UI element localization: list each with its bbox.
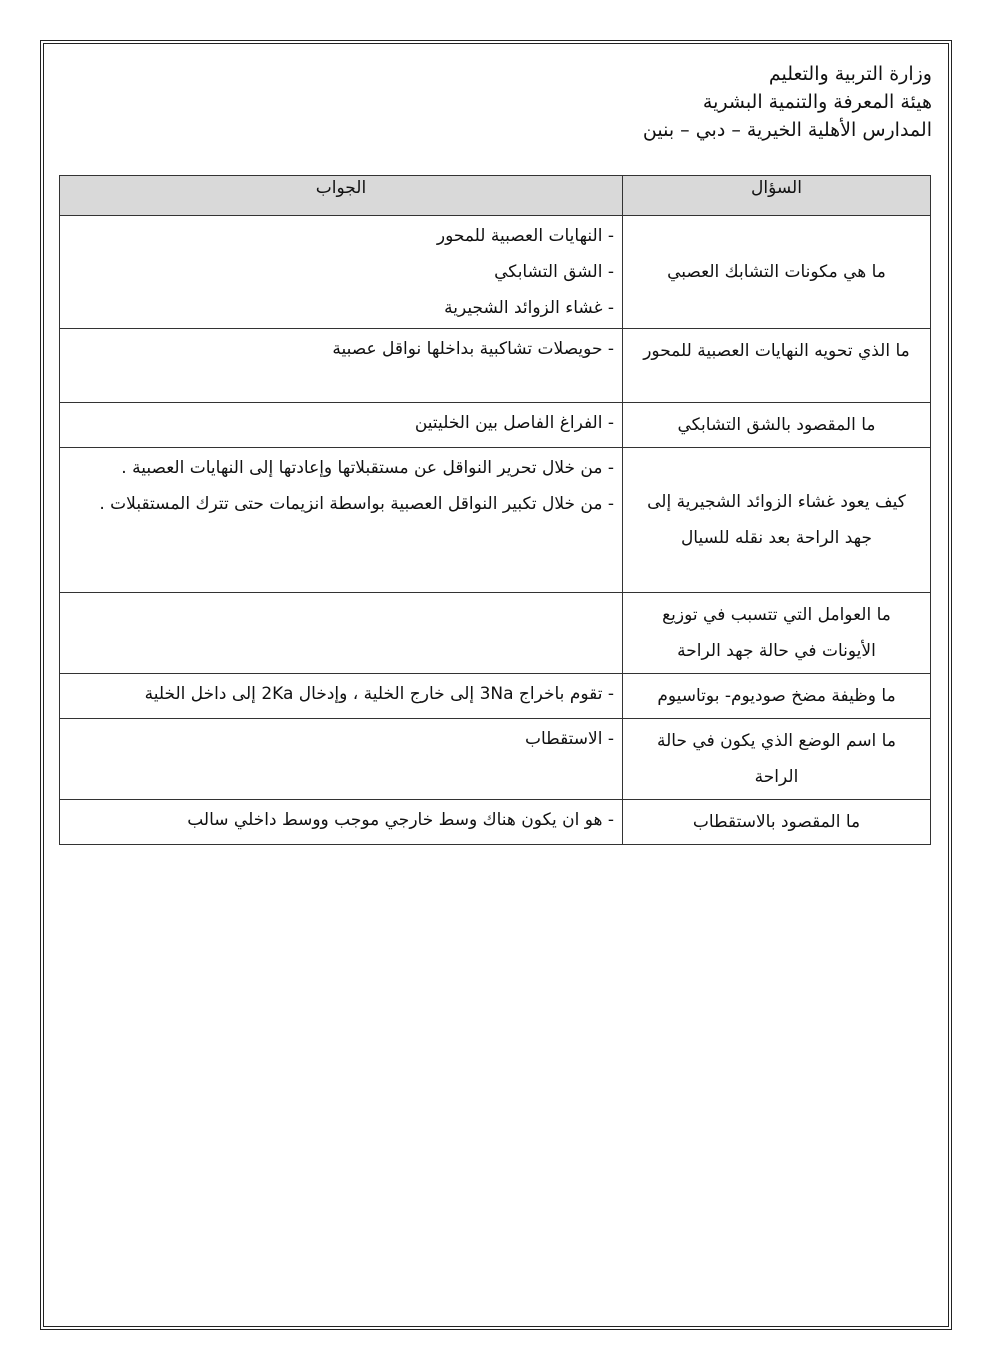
question-cell: ما وظيفة مضخ صوديوم- بوتاسيوم <box>623 674 931 719</box>
header-authority: هيئة المعرفة والتنمية البشرية <box>702 91 932 113</box>
header-ministry: وزارة التربية والتعليم <box>768 63 932 85</box>
answer-line: - الفراغ الفاصل بين الخليتين <box>414 413 614 433</box>
table-row <box>60 719 931 800</box>
answer-line: - غشاء الزوائد الشجيرية <box>444 298 614 318</box>
answer-cell <box>60 593 623 674</box>
answer-line: - من خلال تكبير النواقل العصبية بواسطة انزيمات حتى تترك المستقبلات . <box>99 494 614 514</box>
document-header <box>332 60 932 144</box>
answer-cell <box>60 216 623 329</box>
question-cell: ما المقصود بالشق التشابكي <box>623 403 931 448</box>
table-row <box>60 593 931 674</box>
table-row <box>60 403 931 448</box>
answer-line: - هو ان يكون هناك وسط خارجي موجب ووسط داخلي سالب <box>187 810 614 830</box>
table-row <box>60 216 931 329</box>
table-row <box>60 329 931 403</box>
answer-line: - من خلال تحرير النواقل عن مستقبلاتها وإعادتها إلى النهايات العصبية . <box>121 458 614 478</box>
question-cell: كيف يعود غشاء الزوائد الشجيرية إلى جهد الراحة بعد نقله للسيال <box>623 448 931 593</box>
table-row <box>60 800 931 845</box>
header-school: المدارس الأهلية الخيرية – دبي – بنين <box>642 119 932 141</box>
question-cell: ما المقصود بالاستقطاب <box>623 800 931 845</box>
question-cell: ما العوامل التي تتسبب في توزيع الأيونات في حالة جهد الراحة <box>623 593 931 674</box>
answer-line: - الشق التشابكي <box>494 262 614 282</box>
answer-cell <box>60 403 623 448</box>
answer-cell <box>60 329 623 403</box>
answer-cell <box>60 719 623 800</box>
question-cell: ما اسم الوضع الذي يكون في حالة الراحة <box>623 719 931 800</box>
column-header-answer: الجواب <box>60 176 623 216</box>
qa-table <box>59 175 931 845</box>
answer-cell <box>60 674 623 719</box>
answer-cell <box>60 800 623 845</box>
table-row <box>60 674 931 719</box>
question-cell: ما هي مكونات التشابك العصبي <box>623 216 931 329</box>
table-header-row <box>60 176 931 216</box>
question-cell: ما الذي تحويه النهايات العصبية للمحور <box>623 329 931 403</box>
table-row <box>60 448 931 593</box>
answer-line: - حويصلات تشاكبية بداخلها نواقل عصبية <box>332 339 614 359</box>
answer-line: - تقوم باخراج 3Na إلى خارج الخلية ، وإدخال 2Ka إلى داخل الخلية <box>144 684 614 704</box>
answer-line: - الاستقطاب <box>524 729 614 749</box>
answer-line: - النهايات العصبية للمحور <box>436 226 614 246</box>
column-header-question: السؤال <box>623 176 931 216</box>
answer-cell <box>60 448 623 593</box>
